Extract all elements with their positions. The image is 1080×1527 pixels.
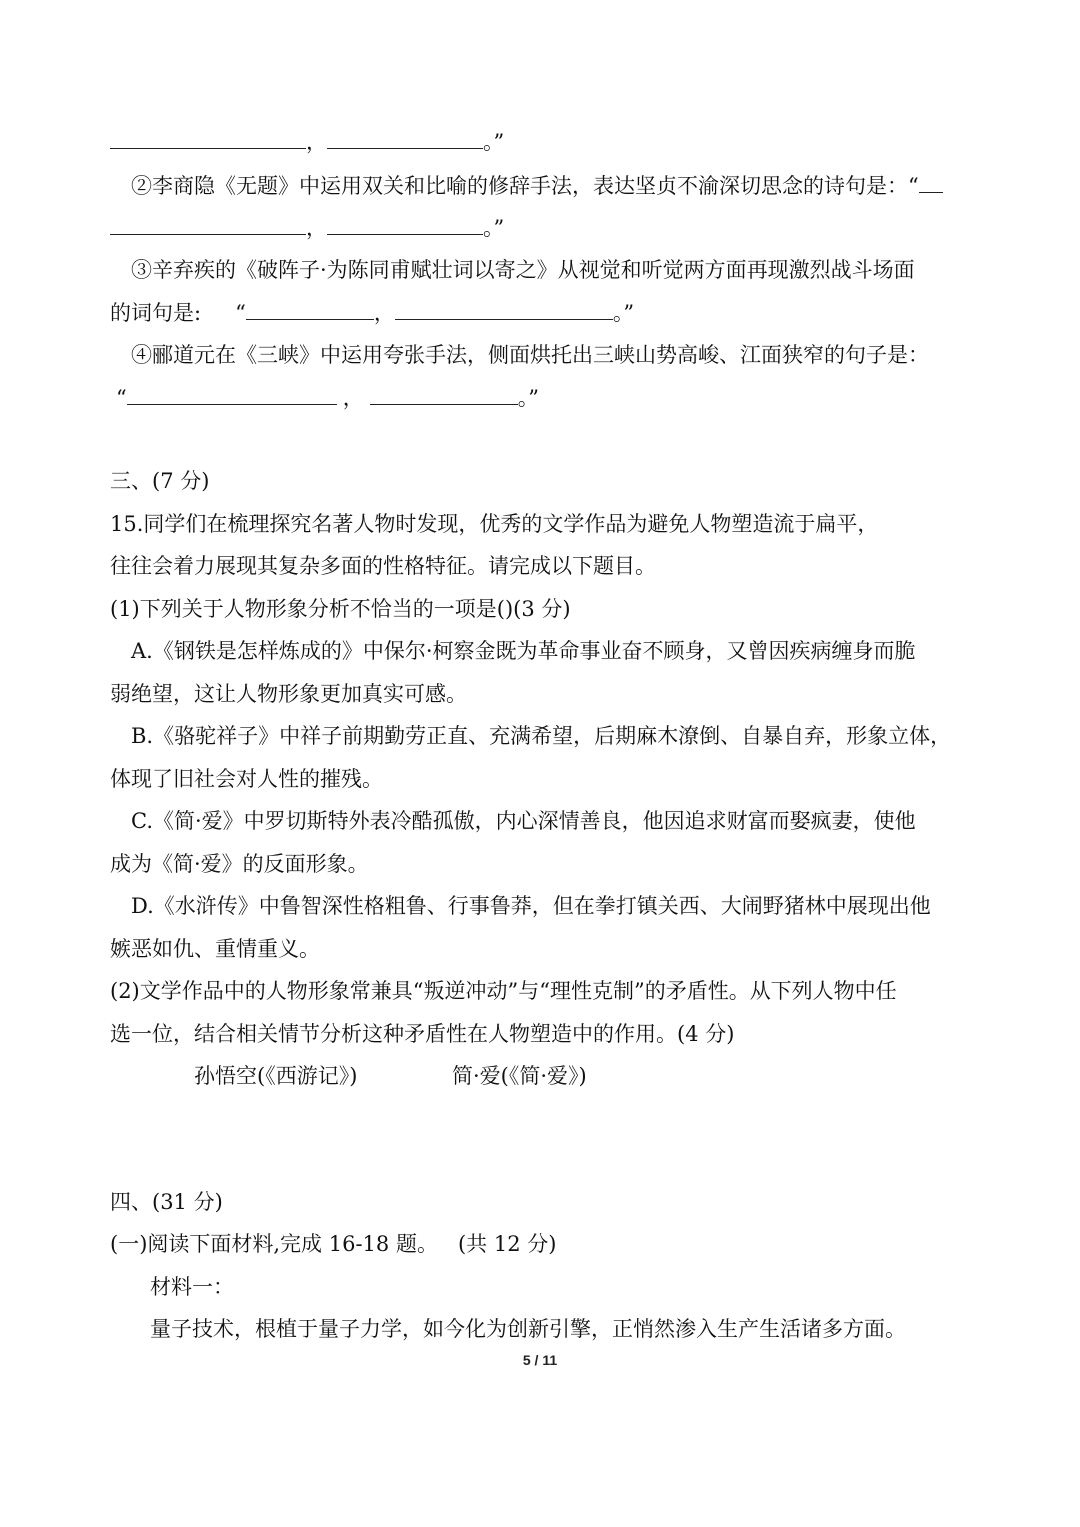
answer-blank[interactable] [246, 299, 374, 320]
section3-heading: 三、(7 分) [110, 469, 210, 493]
option-a-line1[interactable]: A.《钢铁是怎样炼成的》中保尔·柯察金既为革命事业奋不顾身，又曾因疾病缠身而脆 [131, 639, 916, 663]
close-quote: 。” [483, 130, 505, 154]
q15-sub1: (1)下列关于人物形象分析不恰当的一项是()(3 分) [110, 597, 571, 621]
option-c-line2: 成为《简·爱》的反面形象。 [110, 852, 369, 876]
answer-blank[interactable] [919, 172, 943, 193]
poem-q3-line1: ③辛弃疾的《破阵子·为陈同甫赋壮词以寄之》从视觉和听觉两方面再现激烈战斗场面 [131, 258, 915, 282]
close-quote: 。” [517, 386, 539, 410]
poem-q4-line1: ④郦道元在《三峡》中运用夸张手法，侧面烘托出三峡山势高峻、江面狭窄的句子是： [131, 343, 929, 367]
option-a-line2: 弱绝望，这让人物形象更加真实可感。 [110, 682, 467, 706]
character-choice-2: 简·爱(《简·爱》) [452, 1064, 587, 1088]
poem-q2-line1: ②李商隐《无题》中运用双关和比喻的修辞手法，表达坚贞不渝深切思念的诗句是：“ [131, 172, 943, 199]
material-text: 量子技术，根植于量子力学，如今化为创新引擎，正悄然渗入生产生活诸多方面。 [150, 1317, 906, 1341]
q15-sub2-line2: 选一位，结合相关情节分析这种矛盾性在人物塑造中的作用。(4 分) [110, 1022, 735, 1046]
material-label: 材料一： [150, 1275, 234, 1299]
character-choice-1: 孙悟空(《西游记》) [194, 1064, 358, 1088]
answer-blank[interactable] [370, 384, 518, 405]
answer-blank[interactable] [395, 299, 613, 320]
page-number: 5 / 11 [522, 1352, 558, 1368]
close-quote: 。” [612, 301, 635, 325]
answer-blank[interactable] [127, 384, 337, 405]
option-c-line1[interactable]: C.《简·爱》中罗切斯特外表冷酷孤傲，内心深情善良，他因追求财富而娶疯妻，使他 [131, 809, 916, 833]
answer-blank[interactable] [327, 128, 483, 149]
q15-stem-line1: 15.同学们在梳理探究名著人物时发现，优秀的文学作品为避免人物塑造流于扁平， [110, 512, 879, 536]
separator: ， [306, 130, 327, 154]
option-d-line2: 嫉恶如仇、重情重义。 [110, 937, 320, 961]
answer-blank[interactable] [110, 214, 306, 235]
separator: ， [373, 301, 395, 325]
separator: ， [342, 386, 364, 410]
separator: ， [306, 216, 327, 240]
section4-heading: 四、(31 分) [110, 1190, 223, 1214]
option-d-line1[interactable]: D.《水浒传》中鲁智深性格粗鲁、行事鲁莽，但在拳打镇关西、大闹野猪林中展现出他 [131, 894, 931, 918]
poem-q3-line2: 的词句是: “ ， 。” [110, 301, 635, 325]
q15-stem-line2: 往往会着力展现其复杂多面的性格特征。请完成以下题目。 [110, 554, 656, 578]
answer-blank[interactable] [110, 128, 306, 149]
option-b-line2: 体现了旧社会对人性的摧残。 [110, 767, 383, 791]
q15-sub2-line1: (2)文学作品中的人物形象常兼具“叛逆冲动”与“理性克制”的矛盾性。从下列人物中任 [110, 979, 897, 1003]
poem-q4-line2: “ ， 。” [116, 386, 539, 410]
answer-blank[interactable] [327, 214, 483, 235]
section4-part1-instruction: (一)阅读下面材料,完成 16-18 题。 (共 12 分) [110, 1232, 557, 1256]
close-quote: 。” [483, 216, 505, 240]
poem-q2-line2 [110, 214, 504, 241]
option-b-line1[interactable]: B.《骆驼祥子》中祥子前期勤劳正直、充满希望，后期麻木潦倒、自暴自弃，形象立体， [131, 724, 952, 748]
poem-q1-tail [110, 128, 504, 155]
